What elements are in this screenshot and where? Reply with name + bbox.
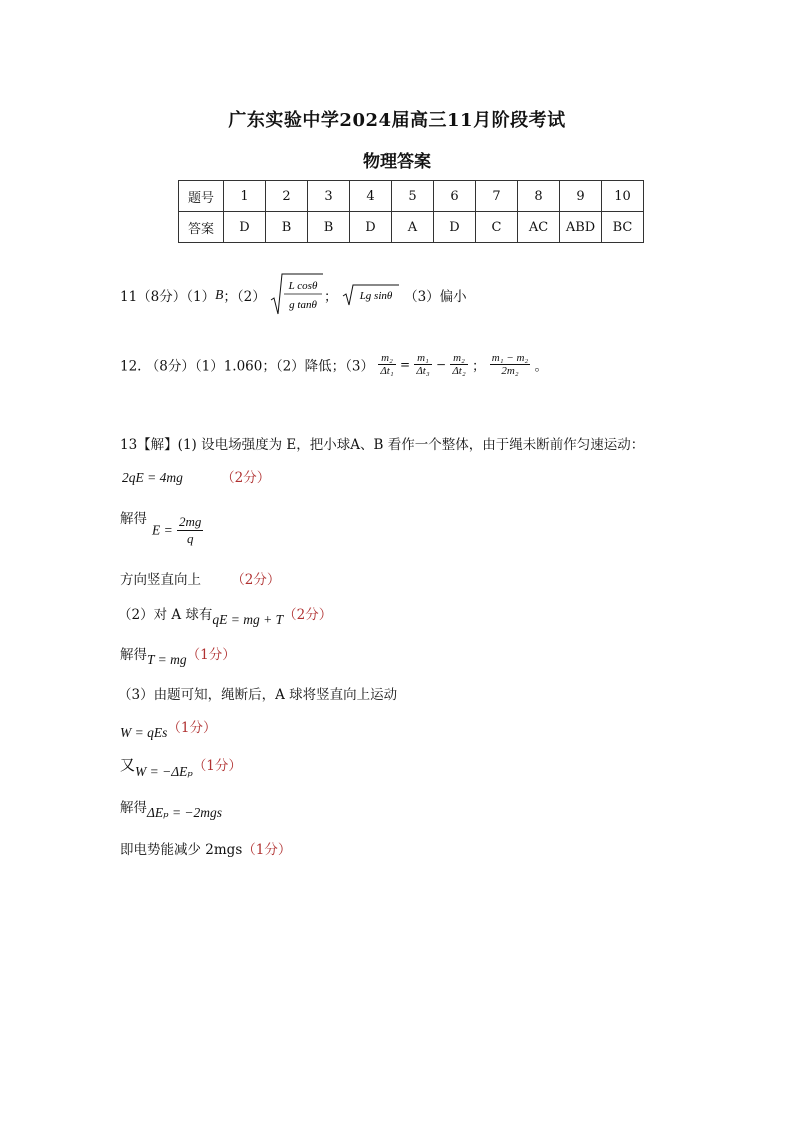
fraction-numerator: m₁ − m₂ xyxy=(491,352,529,364)
question-number: 9 xyxy=(560,181,602,212)
e-lhs: E = xyxy=(152,522,173,538)
document-title: 广东实验中学2024届高三11月阶段考试 xyxy=(228,110,566,131)
q12-line xyxy=(120,352,548,377)
q11-line xyxy=(120,272,467,318)
question-number: 6 xyxy=(434,181,476,212)
sqrt1-numerator: L cosθ xyxy=(288,280,318,292)
fraction-denominator: 2m₂ xyxy=(501,365,519,377)
answer-cell: AC xyxy=(518,212,560,243)
question-number: 2 xyxy=(266,181,308,212)
q11-prefix: 11（8分）（1） xyxy=(120,289,216,305)
answer-cell: C xyxy=(476,212,518,243)
q13-w-eq: W = qEs xyxy=(120,725,168,740)
q11-sqrt-expression-2 xyxy=(342,283,400,307)
question-number: 5 xyxy=(392,181,434,212)
q13-intro: 13【解】(1) 设电场强度为 E，把小球A、B 看作一个整体，由于绳未断前作匀速运动： xyxy=(120,437,645,453)
q13-t-eq: T = mg xyxy=(147,652,187,667)
fraction-denominator: q xyxy=(186,531,194,546)
table-row-numbers xyxy=(179,181,644,212)
q12-equals: = xyxy=(399,357,411,372)
q13-eq1: 2qE = 4mg xyxy=(122,470,183,485)
q13-jiede-3: 解得 xyxy=(120,800,147,816)
question-number: 8 xyxy=(518,181,560,212)
document-subtitle: 物理答案 xyxy=(363,152,431,172)
q13-direction: 方向竖直向上 xyxy=(120,572,201,588)
q13-score-5: （1分） xyxy=(167,720,217,736)
q12-end: 。 xyxy=(534,358,549,375)
sqrt2-content: Lg sinθ xyxy=(359,290,393,302)
q13-score-2: （2分） xyxy=(231,572,281,588)
q13-score-3: （2分） xyxy=(283,607,333,623)
q11-sqrt-svg-2 xyxy=(342,283,400,307)
q12-fraction-3 xyxy=(450,352,467,377)
fraction-numerator: 2mg xyxy=(179,514,202,529)
q13-score-6: （1分） xyxy=(192,758,242,774)
question-number: 7 xyxy=(476,181,518,212)
q13-w-line xyxy=(120,716,217,740)
fraction-denominator: Δt₃ xyxy=(416,365,430,377)
q13-jiede-2: 解得 xyxy=(120,647,147,663)
q13-final-text: 即电势能减少 2mgs xyxy=(120,842,243,858)
q13-w2-line xyxy=(120,754,242,779)
fraction-numerator: m₁ xyxy=(414,352,431,365)
q11-sqrt-expression-1 xyxy=(270,272,324,318)
q13-t-line xyxy=(120,643,236,667)
question-number: 3 xyxy=(308,181,350,212)
q11-sep-2: ； xyxy=(324,289,338,305)
answer-cell: B xyxy=(266,212,308,243)
q13-part2-line xyxy=(118,603,333,627)
q13-you: 又 xyxy=(120,756,136,774)
row-label-answer: 答案 xyxy=(179,212,224,243)
answer-cell: A xyxy=(392,212,434,243)
q13-jiede-1: 解得 xyxy=(120,511,147,527)
answer-cell: B xyxy=(308,212,350,243)
q11-suffix: （3）偏小 xyxy=(404,289,467,305)
q13-final-line xyxy=(120,838,291,858)
fraction-denominator: Δt₂ xyxy=(452,365,466,377)
q12-prefix: 12. （8分）（1）1.060；（2）降低；（3） xyxy=(120,358,375,375)
q13-score-7: （1分） xyxy=(242,842,292,858)
answer-cell: D xyxy=(434,212,476,243)
q12-fraction-1 xyxy=(378,352,395,377)
question-number: 1 xyxy=(224,181,266,212)
fraction-numerator: m₂ xyxy=(450,352,467,365)
q12-fraction-4 xyxy=(490,352,530,377)
q13-part2-text: （2）对 A 球有 xyxy=(118,607,213,623)
q12-minus: − xyxy=(435,357,447,372)
sqrt1-denominator: g tanθ xyxy=(289,299,317,311)
fraction-numerator: m₂ xyxy=(378,352,395,365)
answer-cell: BC xyxy=(602,212,644,243)
q13-direction-line xyxy=(120,568,280,588)
q12-sep: ； xyxy=(471,358,486,375)
question-number: 4 xyxy=(350,181,392,212)
q13-part3-text: （3）由题可知，绳断后，A 球将竖直向上运动 xyxy=(118,687,398,703)
q13-de-line xyxy=(120,796,223,820)
q11-sep-1: ；（2） xyxy=(223,289,266,305)
answer-cell: D xyxy=(224,212,266,243)
q13-score-1: （2分） xyxy=(221,470,271,486)
q13-de-eq: ΔEₚ = −2mgs xyxy=(147,805,223,820)
q13-e-result xyxy=(152,514,203,547)
answer-cell: D xyxy=(350,212,392,243)
q11-sqrt-svg-1 xyxy=(270,272,324,318)
q13-w2-eq: W = −ΔEₚ xyxy=(135,764,193,779)
q11-answer-1: B xyxy=(215,287,224,302)
q13-score-4: （1分） xyxy=(186,647,236,663)
row-label-number: 题号 xyxy=(179,181,224,212)
answer-cell: ABD xyxy=(560,212,602,243)
q13-eq1-line xyxy=(122,466,270,486)
q12-fraction-2 xyxy=(414,352,431,377)
question-number: 10 xyxy=(602,181,644,212)
table-row-answers xyxy=(179,212,644,243)
fraction-denominator: Δt₁ xyxy=(380,365,394,377)
q13-part2-eq: qE = mg + T xyxy=(212,612,284,627)
answer-table xyxy=(178,180,644,243)
e-fraction xyxy=(177,514,203,547)
